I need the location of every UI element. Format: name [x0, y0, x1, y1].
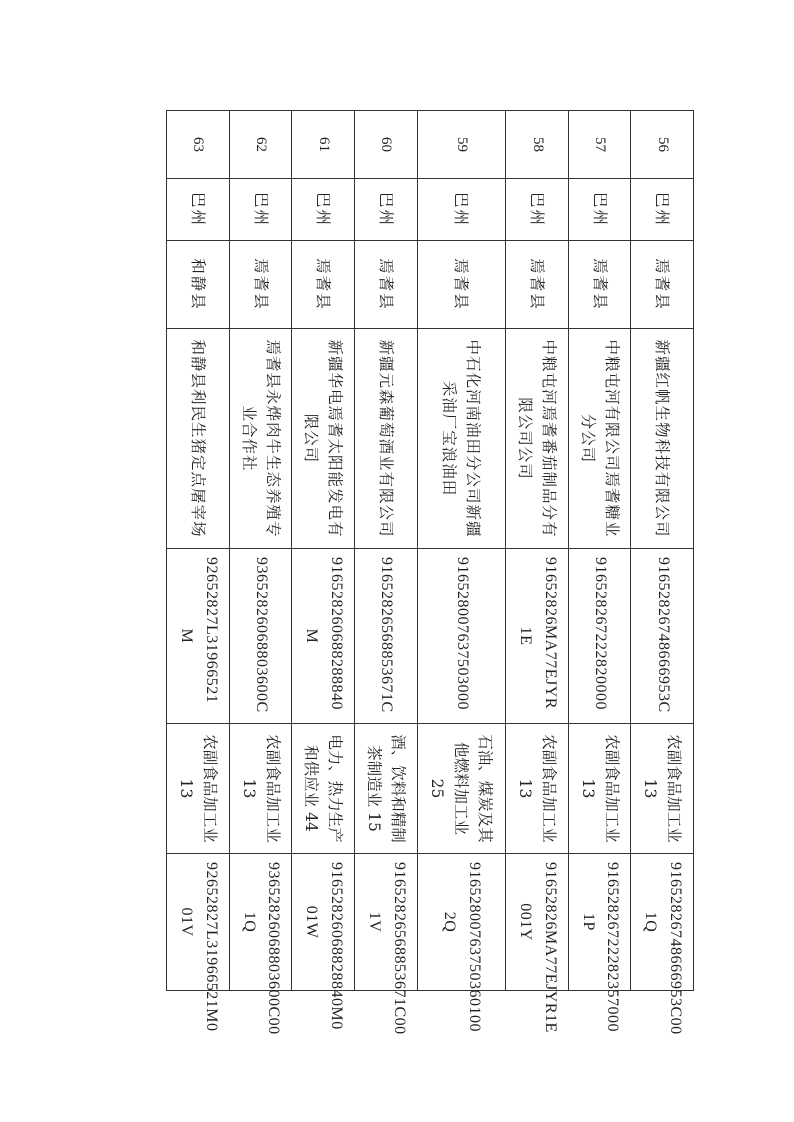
company-name: 中粮屯河有限公司焉耆糖业分公司 — [568, 329, 631, 549]
credit-code: 916528007637503000 — [417, 549, 505, 724]
table-row — [631, 111, 694, 991]
row-number: 60 — [355, 111, 418, 179]
region-cell: 巴州 — [292, 179, 355, 241]
row-number: 57 — [568, 111, 631, 179]
permit-code: 91652826568853671C00 1V — [355, 854, 418, 991]
permit-code: 91652826748666953C00 1Q — [631, 854, 694, 991]
row-number: 56 — [631, 111, 694, 179]
region-cell: 巴州 — [417, 179, 505, 241]
county-cell: 焉耆县 — [292, 241, 355, 329]
table-row — [417, 111, 505, 991]
credit-code: 92652827L31966521 M — [167, 549, 230, 724]
credit-code: 916528260688288840 M — [292, 549, 355, 724]
table-row — [568, 111, 631, 991]
industry-cell: 电力、热力生产和供应业 44 — [292, 724, 355, 854]
permit-code: 91652826MA77EJYR1E 001Y — [506, 854, 569, 991]
region-cell: 巴州 — [355, 179, 418, 241]
county-cell: 焉耆县 — [355, 241, 418, 329]
row-number: 63 — [167, 111, 230, 179]
credit-code: 916528267222820000 — [568, 549, 631, 724]
row-number: 58 — [506, 111, 569, 179]
table-row — [506, 111, 569, 991]
county-cell: 焉耆县 — [229, 241, 292, 329]
credit-code: 93652826068803600C — [229, 549, 292, 724]
county-cell: 焉耆县 — [506, 241, 569, 329]
company-name: 和静县利民生猪定点屠宰场 — [167, 329, 230, 549]
company-name: 中石化河南油田分公司新疆采油厂宝浪油田 — [417, 329, 505, 549]
credit-code: 91652826568853671C — [355, 549, 418, 724]
permit-code: 93652826068803600C00 1Q — [229, 854, 292, 991]
region-cell: 巴州 — [631, 179, 694, 241]
region-cell: 巴州 — [506, 179, 569, 241]
region-cell: 巴州 — [568, 179, 631, 241]
industry-cell: 农副食品加工业 13 — [229, 724, 292, 854]
permit-code: 91652826722282357000 1P — [568, 854, 631, 991]
row-number: 59 — [417, 111, 505, 179]
company-name: 新疆红帆生物科技有限公司 — [631, 329, 694, 549]
table-row — [167, 111, 230, 991]
region-cell: 巴州 — [167, 179, 230, 241]
table-row — [355, 111, 418, 991]
county-cell: 焉耆县 — [631, 241, 694, 329]
table-row — [292, 111, 355, 991]
industry-cell: 农副食品加工业 13 — [568, 724, 631, 854]
county-cell: 和静县 — [167, 241, 230, 329]
permit-code: 92652827L31966521M0 01V — [167, 854, 230, 991]
industry-cell: 酒、饮料和精制茶制造业 15 — [355, 724, 418, 854]
industry-cell: 农副食品加工业 13 — [631, 724, 694, 854]
county-cell: 焉耆县 — [568, 241, 631, 329]
permit-code: 91652800763750360100 2Q — [417, 854, 505, 991]
company-name: 中粮屯河焉耆番茄制品分有限公司公司 — [506, 329, 569, 549]
company-name: 新疆元森葡萄酒业有限公司 — [355, 329, 418, 549]
company-name: 焉耆县永烨肉牛生态养殖专业合作社 — [229, 329, 292, 549]
industry-cell: 石油、煤炭及其他燃料加工业 25 — [417, 724, 505, 854]
table-row — [229, 111, 292, 991]
region-cell: 巴州 — [229, 179, 292, 241]
industry-cell: 农副食品加工业 13 — [506, 724, 569, 854]
enterprise-table — [166, 110, 694, 1035]
industry-cell: 农副食品加工业 13 — [167, 724, 230, 854]
permit-code: 91652826068828840M0 01W — [292, 854, 355, 991]
rotated-page — [166, 110, 694, 1035]
company-name: 新疆华电焉耆太阳能发电有限公司 — [292, 329, 355, 549]
county-cell: 焉耆县 — [417, 241, 505, 329]
credit-code: 91652826MA77EJYR 1E — [506, 549, 569, 724]
row-number: 62 — [229, 111, 292, 179]
row-number: 61 — [292, 111, 355, 179]
credit-code: 91652826748666953C — [631, 549, 694, 724]
